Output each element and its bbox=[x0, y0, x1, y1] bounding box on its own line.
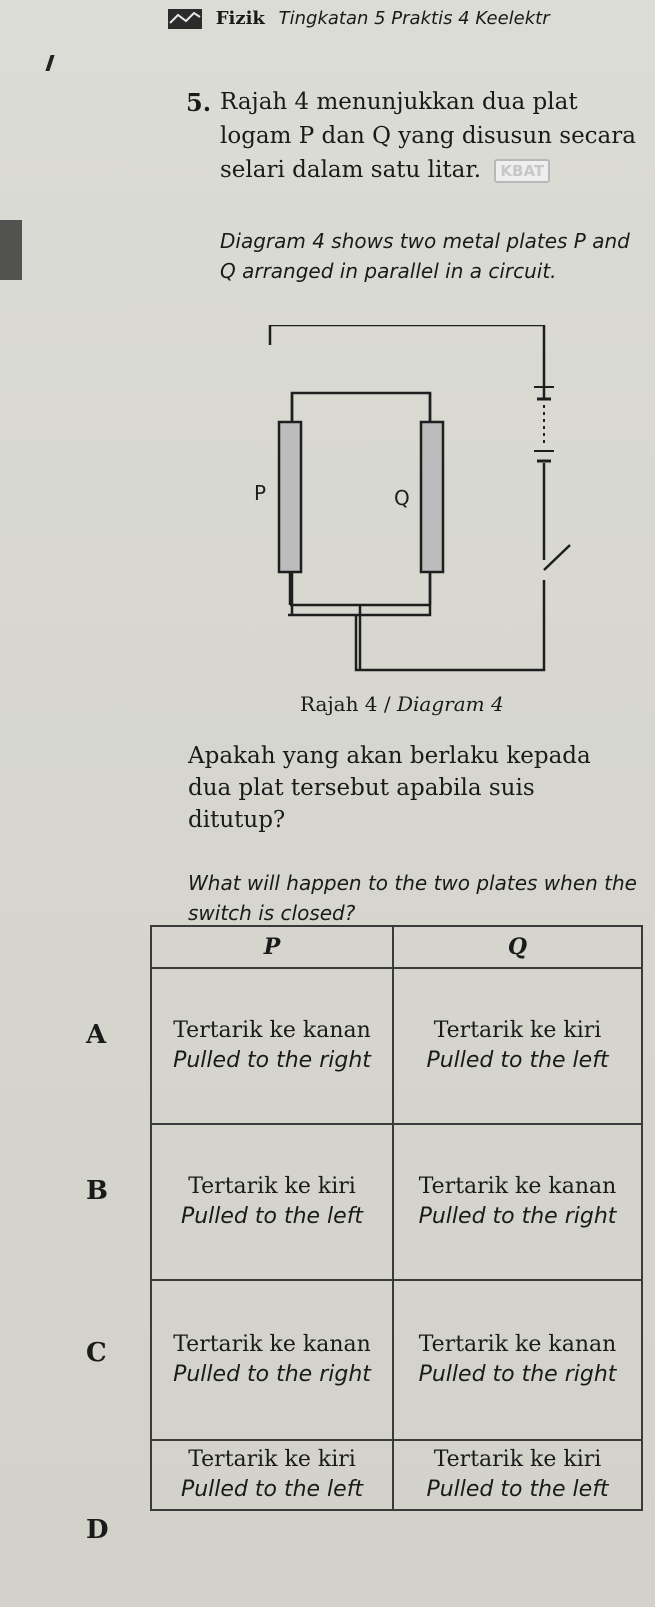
header-q: Q bbox=[393, 926, 642, 968]
option-c-p-en: Pulled to the right bbox=[173, 1362, 371, 1387]
option-b-q bbox=[393, 1124, 642, 1280]
diagram-caption bbox=[300, 692, 504, 716]
page-edge-shadow bbox=[0, 220, 22, 280]
circuit-diagram bbox=[250, 325, 590, 685]
option-a-q-en: Pulled to the left bbox=[426, 1048, 609, 1073]
option-row-b[interactable] bbox=[151, 1124, 642, 1280]
label-q: Q bbox=[394, 486, 410, 510]
option-a-p-en: Pulled to the right bbox=[173, 1048, 371, 1073]
metal-plate-q bbox=[421, 422, 443, 572]
option-d-q-ms: Tertarik ke kiri bbox=[433, 1447, 602, 1472]
option-c-p bbox=[151, 1280, 393, 1440]
page-header bbox=[168, 8, 655, 36]
publisher-logo-icon bbox=[168, 9, 202, 29]
caption-english: Diagram 4 bbox=[396, 692, 504, 716]
option-letter-a[interactable]: A bbox=[86, 1020, 107, 1050]
option-d-p-en: Pulled to the left bbox=[180, 1477, 364, 1502]
option-d-p bbox=[151, 1440, 393, 1510]
metal-plate-p bbox=[279, 422, 301, 572]
option-row-d[interactable] bbox=[151, 1440, 642, 1510]
option-b-p-en: Pulled to the left bbox=[180, 1204, 364, 1229]
option-letter-d[interactable]: D bbox=[86, 1515, 109, 1545]
option-d-q bbox=[393, 1440, 642, 1510]
option-letter-c[interactable]: C bbox=[86, 1338, 107, 1368]
option-a-p-ms: Tertarik ke kanan bbox=[173, 1018, 371, 1043]
option-d-p-ms: Tertarik ke kiri bbox=[188, 1447, 356, 1472]
option-row-a[interactable] bbox=[151, 968, 642, 1124]
question-text-english: Diagram 4 shows two metal plates P and Q arranged in parallel in a circuit. bbox=[220, 229, 630, 283]
option-b-p bbox=[151, 1124, 393, 1280]
prompt-malay: Apakah yang akan berlaku kepada dua plat tersebut apabila suis ditutup? bbox=[188, 743, 591, 833]
header-subtitle: Tingkatan 5 Praktis 4 Keelektr bbox=[278, 8, 550, 29]
table-header-row bbox=[151, 926, 642, 968]
option-c-p-ms: Tertarik ke kanan bbox=[173, 1332, 371, 1357]
option-a-q-ms: Tertarik ke kiri bbox=[433, 1018, 602, 1043]
question-number: 5. bbox=[186, 88, 212, 117]
option-c-q-en: Pulled to the right bbox=[418, 1362, 617, 1387]
option-b-q-en: Pulled to the right bbox=[418, 1204, 617, 1229]
option-b-p-ms: Tertarik ke kiri bbox=[188, 1174, 356, 1199]
caption-malay: Rajah 4 bbox=[300, 692, 378, 716]
option-c-q bbox=[393, 1280, 642, 1440]
question-text-malay bbox=[220, 85, 640, 187]
option-a-q bbox=[393, 968, 642, 1124]
option-d-q-en: Pulled to the left bbox=[426, 1477, 609, 1502]
option-a-p bbox=[151, 968, 393, 1124]
option-c-q-ms: Tertarik ke kanan bbox=[418, 1332, 617, 1357]
header-p: P bbox=[151, 926, 393, 968]
option-letter-b[interactable]: B bbox=[86, 1176, 108, 1206]
subject-label: Fizik bbox=[215, 8, 265, 29]
question-malay-text: Rajah 4 menunjukkan dua plat logam P dan Q yang disusun secara selari dalam satu litar. bbox=[220, 89, 636, 183]
option-row-c[interactable] bbox=[151, 1280, 642, 1440]
pen-mark bbox=[45, 55, 66, 71]
kbat-badge: KBAT bbox=[494, 159, 550, 183]
caption-separator: / bbox=[377, 692, 397, 716]
battery-icon bbox=[534, 387, 554, 461]
prompt-english: What will happen to the two plates when the switch is closed? bbox=[188, 871, 637, 925]
options-table bbox=[150, 925, 643, 1511]
option-b-q-ms: Tertarik ke kanan bbox=[418, 1174, 617, 1199]
label-p: P bbox=[254, 481, 267, 505]
